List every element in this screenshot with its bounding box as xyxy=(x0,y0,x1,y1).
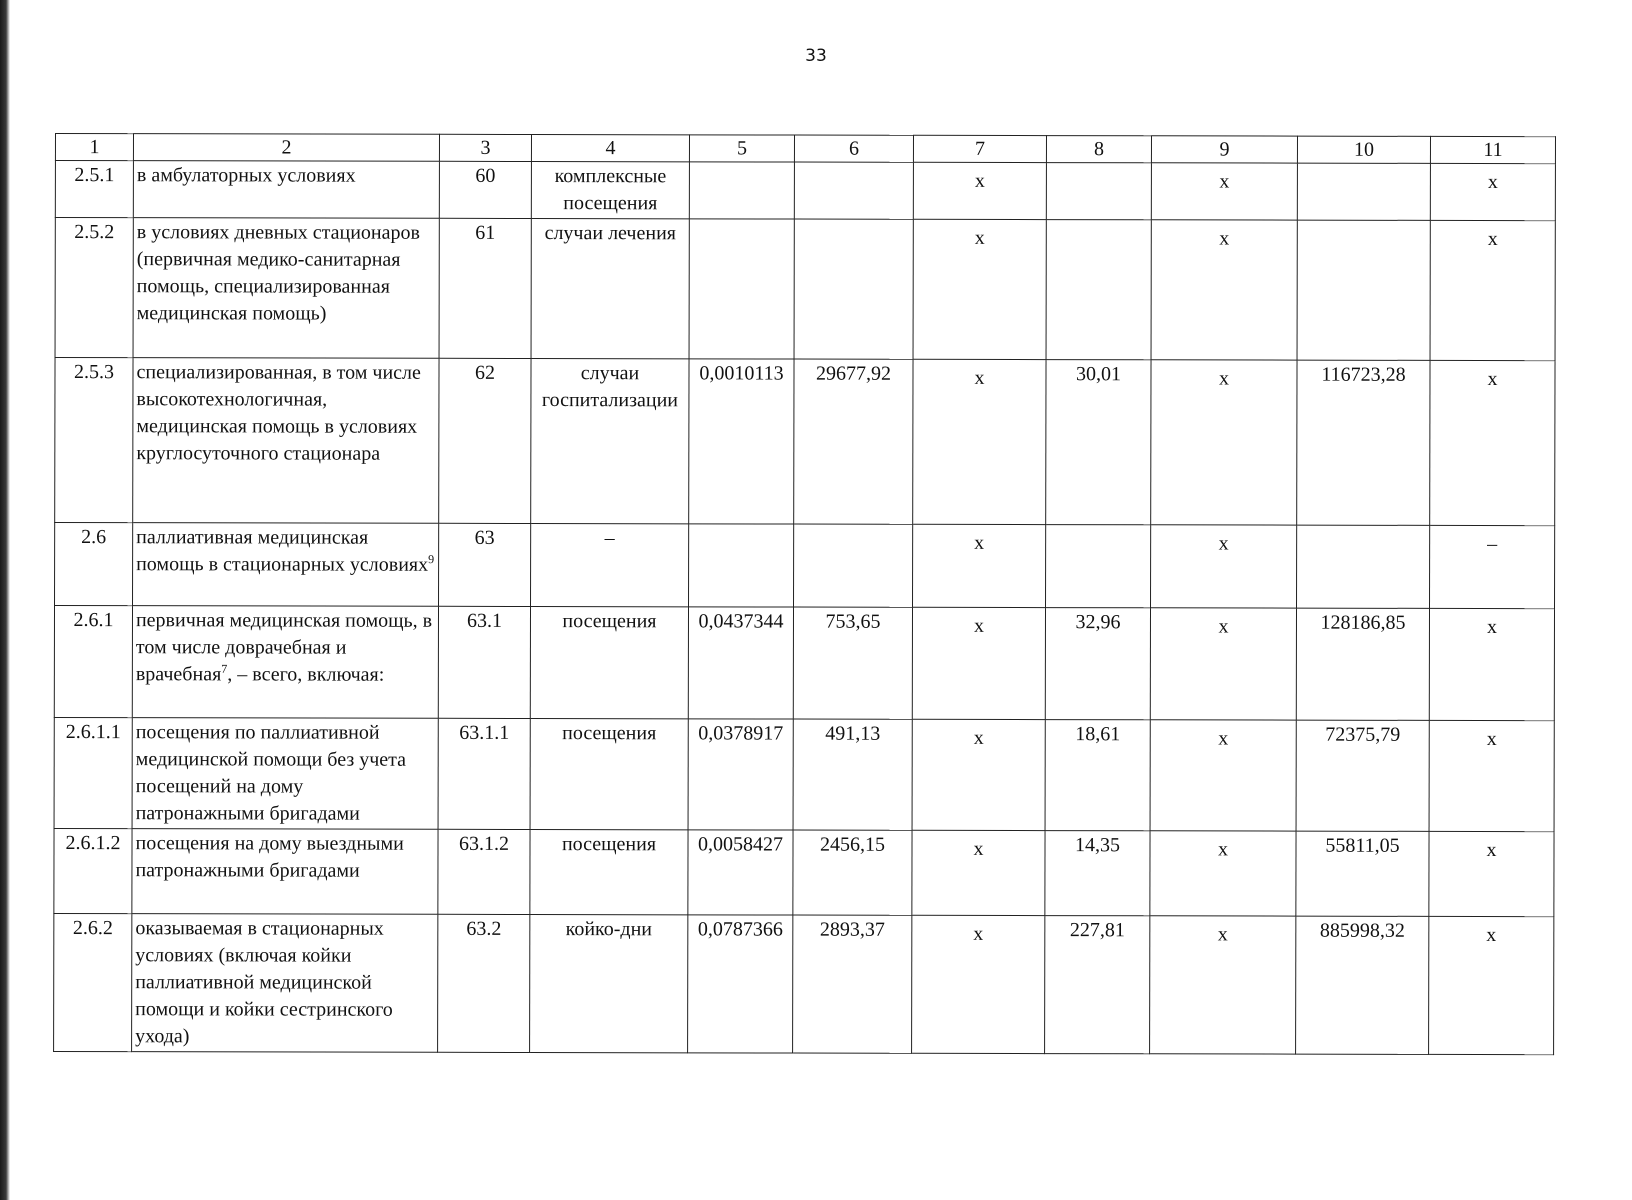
table-row xyxy=(54,717,1554,831)
row-col7: х xyxy=(913,162,1046,219)
row-col5: 0,0058427 xyxy=(688,830,793,915)
row-col5 xyxy=(689,524,794,607)
row-col5: 0,0787366 xyxy=(688,915,793,1053)
row-col8 xyxy=(1046,220,1151,360)
row-number: 63.1.2 xyxy=(438,829,530,914)
column-header: 8 xyxy=(1046,136,1151,163)
row-number: 63.1.1 xyxy=(438,718,530,829)
row-col10: 128186,85 xyxy=(1296,608,1429,720)
row-description: посещения на дому выездными патронажными бригадами xyxy=(132,829,438,915)
row-col8 xyxy=(1046,525,1151,608)
row-col11: х xyxy=(1429,608,1554,720)
row-col11: – xyxy=(1430,525,1555,608)
row-col8: 30,01 xyxy=(1046,360,1151,525)
data-table xyxy=(53,133,1556,1055)
column-header: 11 xyxy=(1430,136,1555,163)
footnote-ref: 9 xyxy=(428,552,435,567)
row-code: 2.6.1.1 xyxy=(54,717,132,828)
row-col10 xyxy=(1297,220,1430,360)
row-col10: 72375,79 xyxy=(1296,720,1429,831)
column-header: 4 xyxy=(531,134,689,161)
row-number: 62 xyxy=(439,358,531,523)
row-unit: случаи госпитализации xyxy=(531,358,689,523)
row-col11: х xyxy=(1429,916,1554,1054)
row-number: 60 xyxy=(439,161,531,218)
row-col8: 18,61 xyxy=(1045,720,1150,831)
row-unit: койко-дни xyxy=(530,914,688,1052)
row-col9: х xyxy=(1151,163,1297,220)
row-unit: посещения xyxy=(530,718,688,829)
row-col5: 0,0378917 xyxy=(688,719,793,830)
column-header: 7 xyxy=(913,135,1046,162)
column-header: 9 xyxy=(1151,136,1297,163)
row-col8: 32,96 xyxy=(1045,608,1150,720)
row-description-text: первичная медицинская помощь, в том числе доврачебная и врачебная xyxy=(135,609,433,686)
row-description xyxy=(133,523,439,607)
column-header: 10 xyxy=(1297,136,1430,163)
row-description: специализированная, в том числе высокотехнологичная, медицинская помощь в условиях круглосуточного стационара xyxy=(133,358,439,524)
row-col9: х xyxy=(1151,220,1297,360)
table-row xyxy=(54,606,1554,721)
row-col6: 491,13 xyxy=(793,719,912,830)
table-row xyxy=(55,523,1555,609)
row-col7: х xyxy=(912,607,1045,719)
row-code: 2.6 xyxy=(55,523,133,606)
row-unit: посещения xyxy=(530,829,688,914)
row-col9: х xyxy=(1150,916,1296,1054)
row-col7: х xyxy=(912,915,1045,1053)
row-col6 xyxy=(794,219,913,359)
row-col6 xyxy=(794,162,913,219)
row-unit: – xyxy=(531,523,689,606)
row-col10: 55811,05 xyxy=(1296,831,1429,916)
row-col7: х xyxy=(913,524,1046,607)
row-col10: 885998,32 xyxy=(1296,916,1429,1054)
row-code: 2.5.3 xyxy=(55,358,133,523)
column-header: 6 xyxy=(794,135,913,162)
row-col5 xyxy=(689,162,794,219)
table-row xyxy=(55,358,1555,526)
row-unit: случаи лечения xyxy=(531,218,689,358)
row-col5: 0,0437344 xyxy=(688,607,793,719)
row-code: 2.5.1 xyxy=(55,161,133,218)
row-description: оказываемая в стационарных условиях (включая койки паллиативной медицинской помощи и койки сестринского ухода) xyxy=(132,914,438,1053)
row-col6: 2893,37 xyxy=(793,915,912,1053)
row-col6: 2456,15 xyxy=(793,830,912,915)
row-number: 63.1 xyxy=(438,606,530,718)
row-description: в условиях дневных стационаров (первичная медико-санитарная помощь, специализированная медицинская помощь) xyxy=(133,218,439,359)
row-description xyxy=(132,606,438,719)
row-code: 2.6.1.2 xyxy=(54,828,132,913)
row-code: 2.5.2 xyxy=(55,218,133,358)
row-col11: х xyxy=(1430,220,1555,360)
footnote-ref: 7 xyxy=(221,661,228,676)
row-col9: х xyxy=(1150,720,1296,831)
column-header: 1 xyxy=(55,134,133,161)
row-unit: комплексные посещения xyxy=(531,161,689,218)
row-col8 xyxy=(1046,163,1151,220)
scan-edge xyxy=(0,0,10,1200)
column-header: 3 xyxy=(439,134,531,161)
row-description: в амбулаторных условиях xyxy=(133,161,439,219)
table-container xyxy=(53,133,1555,1055)
row-col6: 753,65 xyxy=(793,607,912,719)
row-number: 63.2 xyxy=(438,914,530,1052)
row-col9: х xyxy=(1151,360,1297,525)
row-col9: х xyxy=(1151,525,1297,608)
table-row xyxy=(55,161,1555,221)
row-code: 2.6.2 xyxy=(54,913,132,1051)
row-col8: 14,35 xyxy=(1045,831,1150,916)
row-col10: 116723,28 xyxy=(1297,360,1430,525)
row-number: 63 xyxy=(439,523,531,606)
row-description-text: паллиативная медицинская помощь в стационарных условиях xyxy=(136,526,429,576)
row-col6: 29677,92 xyxy=(794,359,913,524)
row-col11: х xyxy=(1429,720,1554,831)
row-unit: посещения xyxy=(530,606,688,718)
row-col10 xyxy=(1297,163,1430,220)
row-col10 xyxy=(1297,525,1430,608)
row-col7: х xyxy=(913,359,1046,524)
row-col9: х xyxy=(1150,831,1296,916)
row-description: посещения по паллиативной медицинской помощи без учета посещений на дому патронажными бригадами xyxy=(132,718,438,830)
row-col8: 227,81 xyxy=(1045,916,1150,1054)
row-col11: х xyxy=(1430,360,1555,525)
page-number: 33 xyxy=(805,46,827,66)
row-col5: 0,0010113 xyxy=(689,359,794,524)
row-col5 xyxy=(689,219,794,359)
row-description-tail: , – всего, включая: xyxy=(227,663,385,686)
column-header: 5 xyxy=(689,135,794,162)
column-header: 2 xyxy=(133,134,439,162)
row-number: 61 xyxy=(439,218,531,358)
row-col11: х xyxy=(1429,831,1554,916)
row-col7: х xyxy=(913,219,1046,359)
row-col7: х xyxy=(912,830,1045,915)
table-row xyxy=(55,218,1555,361)
row-col7: х xyxy=(912,719,1045,830)
table-row xyxy=(54,913,1554,1054)
row-code: 2.6.1 xyxy=(54,606,132,718)
row-col6 xyxy=(794,524,913,607)
header-row xyxy=(55,134,1555,164)
row-col9: х xyxy=(1150,608,1296,720)
table-row xyxy=(54,828,1554,916)
row-col11: х xyxy=(1430,163,1555,220)
